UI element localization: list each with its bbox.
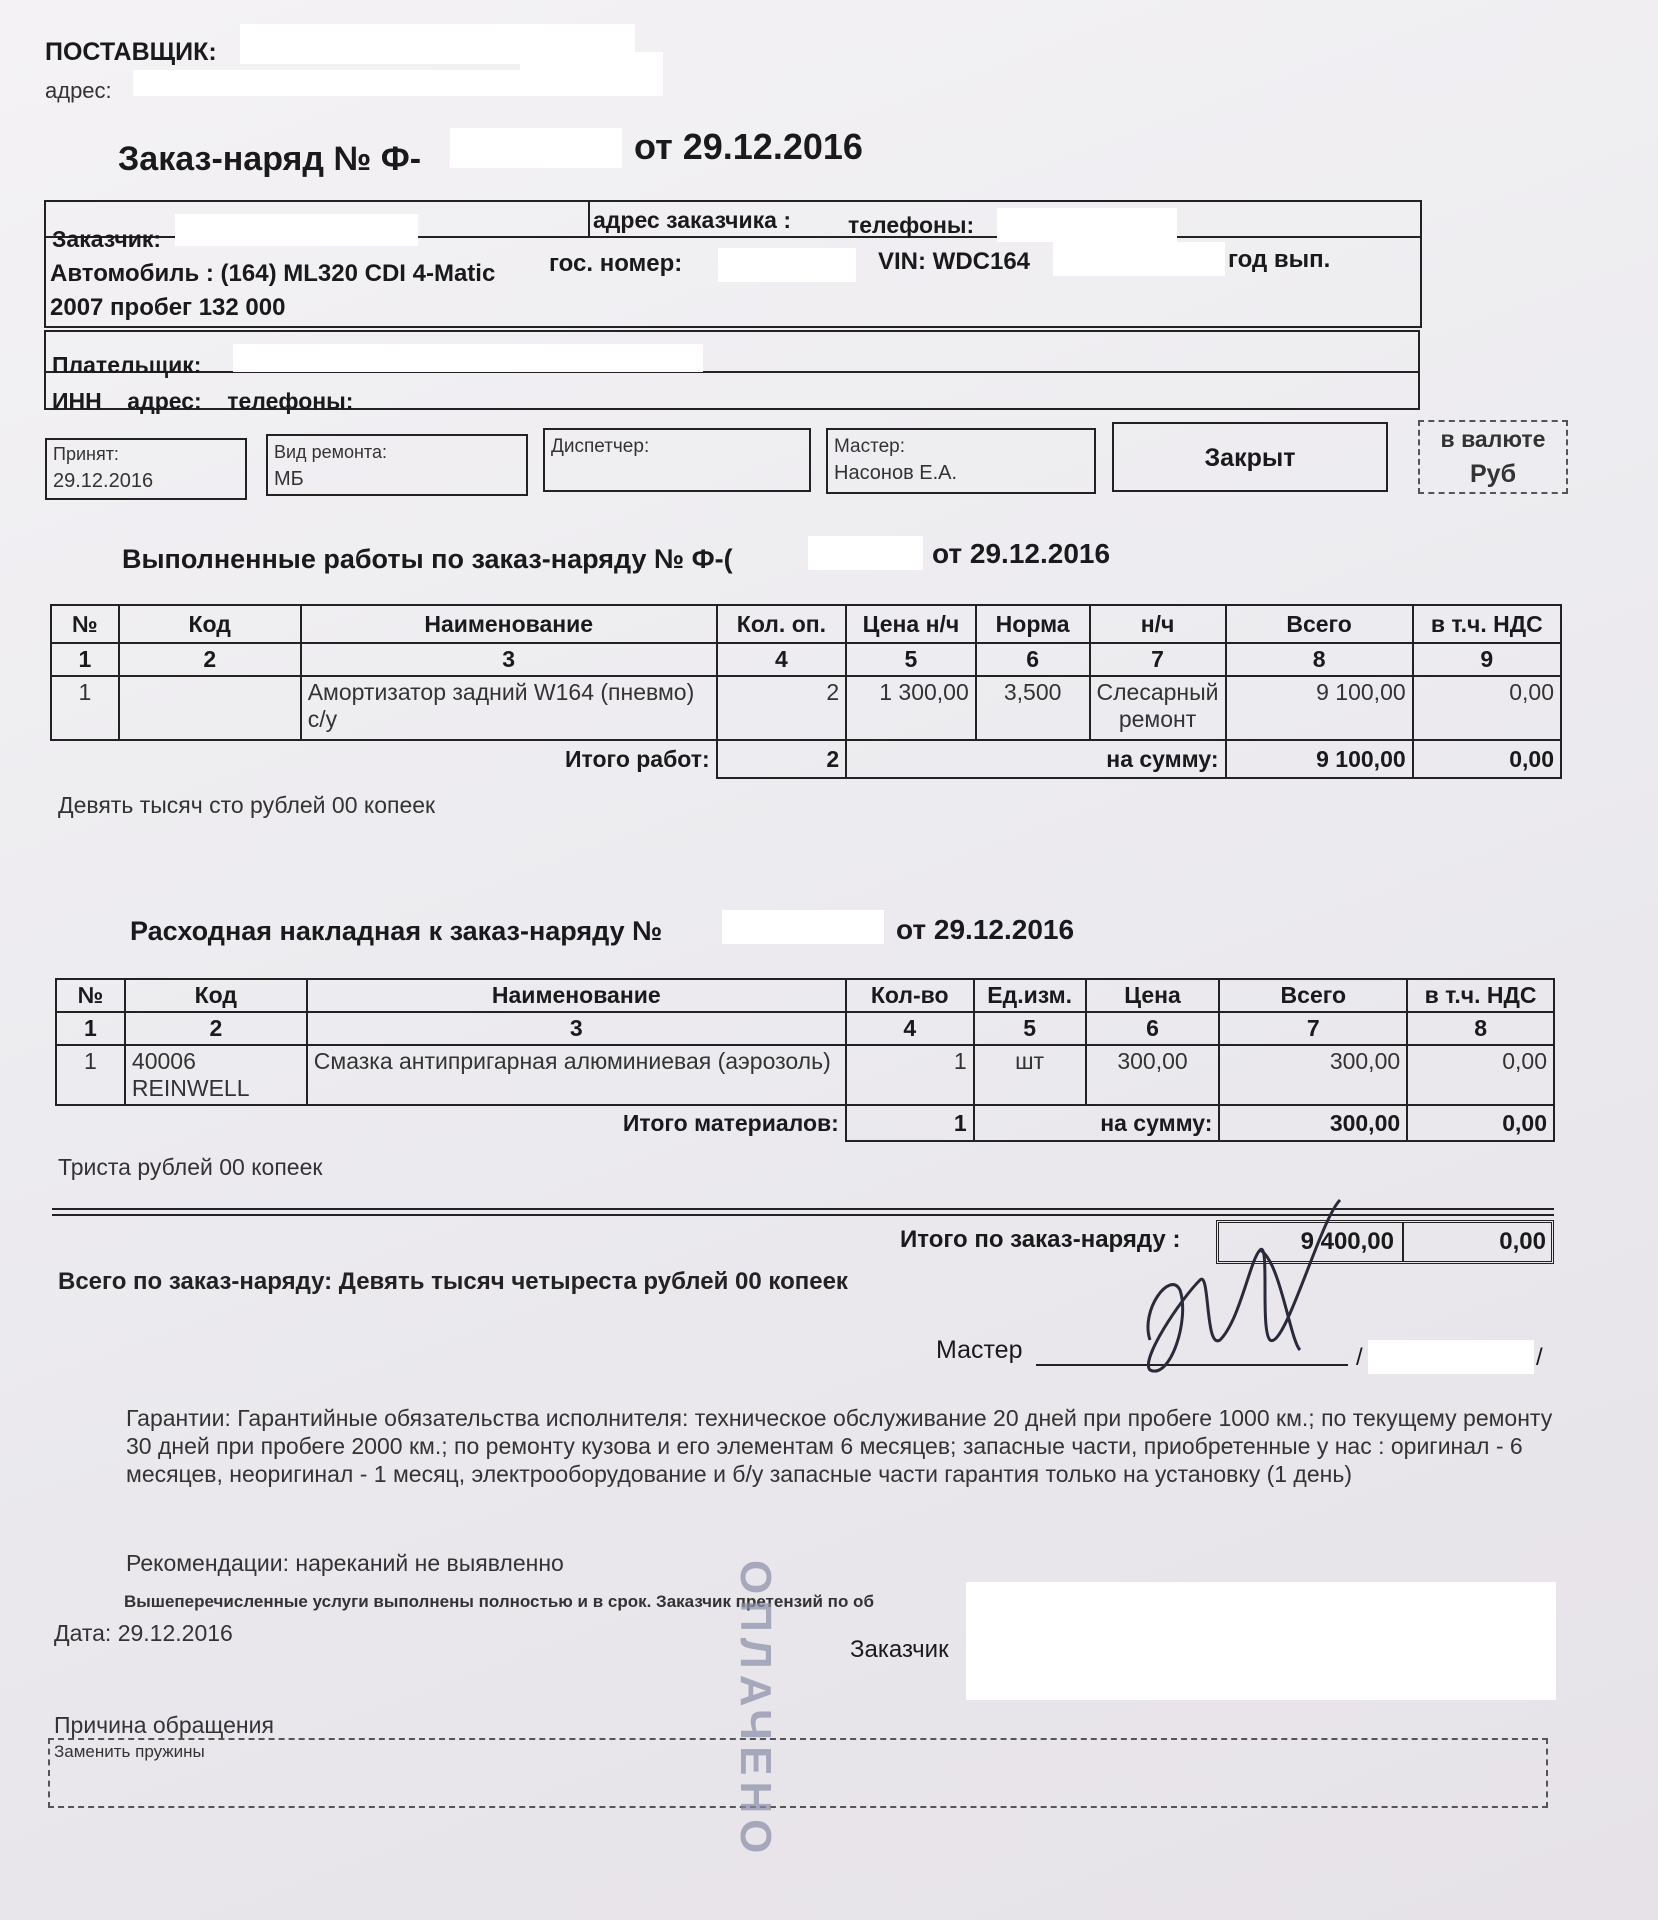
table-row: [56, 1045, 1554, 1105]
works-header-type: н/ч: [1090, 605, 1226, 643]
materials-col-num: 5: [974, 1012, 1086, 1045]
works-col-num: 3: [301, 643, 717, 676]
footer-customer-label: Заказчик: [850, 1636, 949, 1663]
works-row-type: Слесарный ремонт: [1090, 676, 1226, 740]
redacted-order-number: [450, 128, 622, 168]
works-row-qty: 2: [717, 676, 846, 740]
works-col-num: 8: [1226, 643, 1413, 676]
accepted-label: Принят:: [53, 444, 119, 464]
supplier-address-label: адрес:: [45, 78, 112, 103]
redacted-vin: [1053, 242, 1225, 276]
works-header-qty: Кол. оп.: [717, 605, 846, 643]
accepted-value: 29.12.2016: [53, 470, 154, 492]
works-total-sum: 9 100,00: [1226, 740, 1413, 778]
materials-row-qty: 1: [846, 1045, 974, 1105]
materials-col-num: 7: [1219, 1012, 1407, 1045]
materials-col-num: 6: [1086, 1012, 1220, 1045]
materials-col-num: 4: [846, 1012, 974, 1045]
works-col-num: 2: [119, 643, 301, 676]
works-row-code: [119, 676, 301, 740]
recommendations: Рекомендации: нареканий не выявленно: [126, 1550, 564, 1576]
materials-header-num: №: [56, 979, 125, 1012]
works-header-code: Код: [119, 605, 301, 643]
materials-total-vat: 0,00: [1407, 1105, 1554, 1141]
works-in-words: Девять тысяч сто рублей 00 копеек: [58, 792, 436, 818]
master-box: [826, 428, 1096, 494]
redacted-payer: [233, 344, 703, 372]
works-header-name: Наименование: [301, 605, 717, 643]
currency-label: в валюте: [1440, 426, 1546, 452]
materials-header-code: Код: [125, 979, 307, 1012]
works-col-num: 5: [846, 643, 976, 676]
master-value: Насонов Е.А.: [834, 462, 958, 484]
master-label: Мастер:: [834, 436, 906, 457]
works-row-vat: 0,00: [1413, 676, 1561, 740]
order-title: Заказ-наряд № Ф-: [118, 140, 422, 178]
materials-row-price: 300,00: [1086, 1045, 1220, 1105]
footer-date: Дата: 29.12.2016: [54, 1620, 233, 1646]
materials-date: от 29.12.2016: [896, 914, 1075, 945]
redacted-master-name: [1368, 1340, 1534, 1374]
materials-header-name: Наименование: [307, 979, 846, 1012]
works-row-norm: 3,500: [976, 676, 1090, 740]
repair-type-label: Вид ремонта:: [274, 442, 387, 462]
works-date: от 29.12.2016: [932, 538, 1111, 569]
materials-col-num: 8: [1407, 1012, 1554, 1045]
car-line: Автомобиль : (164) ML320 CDI 4-Matic: [50, 260, 496, 287]
supplier-label: ПОСТАВЩИК:: [45, 38, 217, 66]
materials-header-qty: Кол-во: [846, 979, 974, 1012]
works-header-norm: Норма: [976, 605, 1090, 643]
grand-total-label: Итого по заказ-наряду :: [900, 1226, 1181, 1253]
works-total-vat: 0,00: [1413, 740, 1561, 778]
works-col-num: 4: [717, 643, 846, 676]
works-sum-label: на сумму:: [846, 740, 1225, 778]
works-total-qty: 2: [717, 740, 846, 778]
signature-slash: /: [1536, 1344, 1543, 1371]
works-header-num: №: [51, 605, 119, 643]
works-row-price: 1 300,00: [846, 676, 976, 740]
paid-stamp: ОПЛАЧЕНО: [731, 1560, 780, 1860]
customer-phones-label: телефоны:: [848, 212, 975, 238]
materials-in-words: Триста рублей 00 копеек: [58, 1154, 323, 1180]
works-row-num: 1: [51, 676, 119, 740]
master-signature: [1110, 1190, 1370, 1390]
materials-header-vat: в т.ч. НДС: [1407, 979, 1554, 1012]
year-mileage: 2007 пробег 132 000: [50, 294, 286, 321]
materials-row-name: Смазка антипригарная алюминиевая (аэрозоль): [307, 1045, 846, 1105]
redacted-customer-signature: [966, 1582, 1556, 1700]
status-label: Закрыт: [1204, 444, 1296, 472]
reason-box: [48, 1738, 1548, 1808]
works-col-num: 7: [1090, 643, 1226, 676]
materials-col-num: 3: [307, 1012, 846, 1045]
customer-label: Заказчик:: [52, 226, 162, 252]
materials-row-num: 1: [56, 1045, 125, 1105]
currency-box: [1418, 420, 1568, 494]
grand-total-vat: 0,00: [1499, 1228, 1546, 1255]
materials-total-label: Итого материалов:: [622, 1110, 839, 1136]
works-header-vat: в т.ч. НДС: [1413, 605, 1561, 643]
works-header-total: Всего: [1226, 605, 1413, 643]
customer-col-divider: [588, 200, 590, 236]
materials-row-vat: 0,00: [1407, 1045, 1554, 1105]
materials-row-total: 300,00: [1219, 1045, 1407, 1105]
reason-value: Заменить пружины: [54, 1742, 205, 1761]
materials-total-qty: 1: [846, 1105, 974, 1141]
signature-slash: /: [1356, 1344, 1363, 1371]
repair-type-box: [266, 434, 528, 496]
works-row-name: Амортизатор задний W164 (пневмо) с/у: [301, 676, 717, 740]
materials-col-num: 1: [56, 1012, 125, 1045]
works-total-label: Итого работ:: [565, 746, 710, 772]
redacted-customer-phone: [997, 208, 1177, 242]
works-col-num: 1: [51, 643, 119, 676]
guarantee-text: Гарантии: Гарантийные обязательства исполнителя: техническое обслуживание 20 дней при пробеге 1000 км.; по текущему ремонту 30 дней при пробеге 2000 км.; по ремонту кузова и его элементам 6 месяцев; запасные части, приобретенные у нас : оригинал - 6 месяцев, неоригинал - 1 месяц, электрооборудование и б/у запасные части гарантия только на установку (1 день): [126, 1405, 1553, 1487]
dispatcher-box: [543, 428, 811, 492]
redacted-customer: [175, 214, 418, 246]
materials-row-code: 40006 REINWELL: [125, 1045, 307, 1105]
table-row: [51, 676, 1561, 740]
accepted-box: [45, 438, 247, 500]
status-box: [1112, 422, 1388, 492]
materials-total-row: [56, 1105, 1554, 1141]
materials-title: Расходная накладная к заказ-наряду №: [130, 916, 663, 946]
materials-row-unit: шт: [974, 1045, 1086, 1105]
redacted-works-number: [808, 536, 923, 570]
works-col-num: 6: [976, 643, 1090, 676]
currency-value: Руб: [1469, 460, 1517, 488]
grand-total-in-words: Всего по заказ-наряду: Девять тысяч четыреста рублей 00 копеек: [58, 1268, 848, 1295]
materials-total-sum: 300,00: [1219, 1105, 1407, 1141]
works-title: Выполненные работы по заказ-наряду № Ф-(: [122, 544, 733, 574]
customer-address-label: адрес заказчика :: [593, 207, 792, 233]
services-note: Вышеперечисленные услуги выполнены полностью и в срок. Заказчик претензий по об: [124, 1592, 874, 1611]
inn-line: ИНН адрес: телефоны:: [52, 388, 354, 414]
materials-header-price: Цена: [1086, 979, 1220, 1012]
works-total-row: [51, 740, 1561, 778]
works-header-price: Цена н/ч: [846, 605, 976, 643]
works-row-total: 9 100,00: [1226, 676, 1413, 740]
grand-total-sum: 9 400,00: [1300, 1228, 1394, 1255]
materials-table: [55, 978, 1555, 1142]
materials-sum-label: на сумму:: [974, 1105, 1220, 1141]
redacted-supplier-address: [133, 70, 663, 96]
materials-header-total: Всего: [1219, 979, 1407, 1012]
repair-type-value: МБ: [274, 468, 304, 490]
grand-total-divider: [1402, 1222, 1404, 1262]
dispatcher-label: Диспетчер:: [551, 436, 650, 457]
payer-label: Плательщик:: [52, 352, 202, 378]
vin-label: VIN: WDC164: [878, 248, 1031, 275]
materials-header-unit: Ед.изм.: [974, 979, 1086, 1012]
year-label: год вып.: [1228, 246, 1331, 273]
redacted-materials-number: [722, 910, 884, 944]
works-col-num: 9: [1413, 643, 1561, 676]
materials-col-num: 2: [125, 1012, 307, 1045]
order-date: от 29.12.2016: [634, 126, 863, 167]
master-signature-label: Мастер: [936, 1336, 1023, 1364]
plate-label: гос. номер:: [549, 250, 683, 277]
reason-label: Причина обращения: [54, 1712, 274, 1738]
works-table: [50, 604, 1562, 779]
redacted-plate: [718, 248, 856, 282]
